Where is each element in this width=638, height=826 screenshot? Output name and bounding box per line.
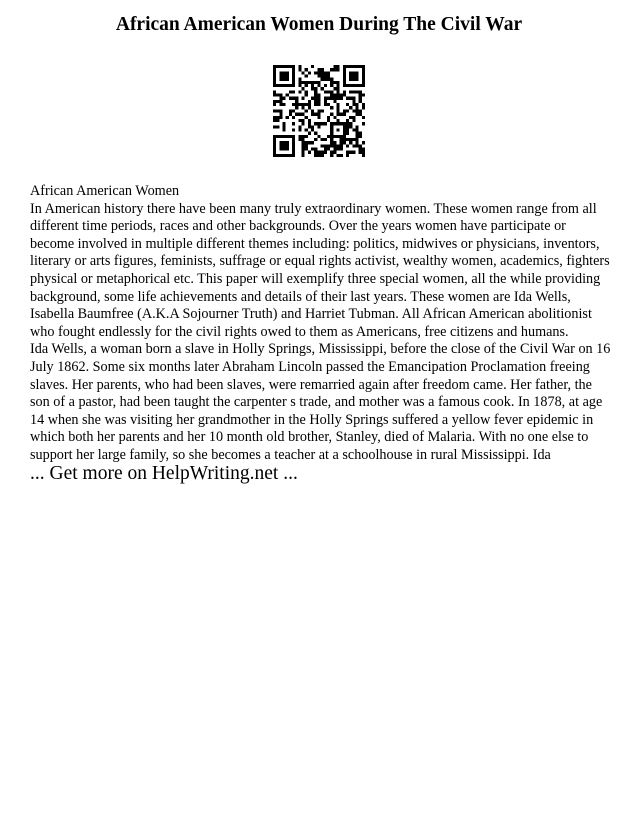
- body-paragraph-intro: In American history there have been many truly extraordinary women. These women range from all different time periods, races and other backgrounds. Over the years women have participate or become involved in multiple different themes including: politics, midwives or physicians, inventors, literary or arts figures, feminists, suffrage or equal rights activist, wealthy women, academics, fighters physical or metaphorical etc. This paper will exemplify three special women, all the while providing background, some life achievements and details of their last years. These women are Ida Wells, Isabella Baumfree (A.K.A Sojourner Truth) and Harriet Tubman. All African American abolitionist who fought endlessly for the civil rights owed to them as Americans, free citizens and humans.: [30, 200, 610, 340]
- document-title: African American Women During The Civil War: [115, 14, 523, 35]
- body-paragraph-ida-wells: Ida Wells, a woman born a slave in Holly Springs, Mississippi, before the close of the Civil War on 16 July 1862. Some six months later Abraham Lincoln passed the Emancipation Proclamation freeing slaves. Her parents, who had been slaves, were remarried again after freedom came. Her father, the son of a pastor, had been taught the carpenter s trade, and mother was a famous cook. In 1878, at age 14 when she was visiting her grandmother in the Holly Springs suffered a yellow fever epidemic in which both her parents and her 10 month old brother, Stanley, died of Malaria. With no one else to support her large family, so she becomes a teacher at a schoolhouse in rural Mississippi. Ida: [30, 341, 611, 463]
- get-more-link[interactable]: ... Get more on HelpWriting.net ...: [30, 463, 298, 484]
- qr-code-icon[interactable]: [273, 65, 365, 157]
- body-heading: African American Women: [30, 183, 180, 199]
- document-body: [30, 183, 612, 465]
